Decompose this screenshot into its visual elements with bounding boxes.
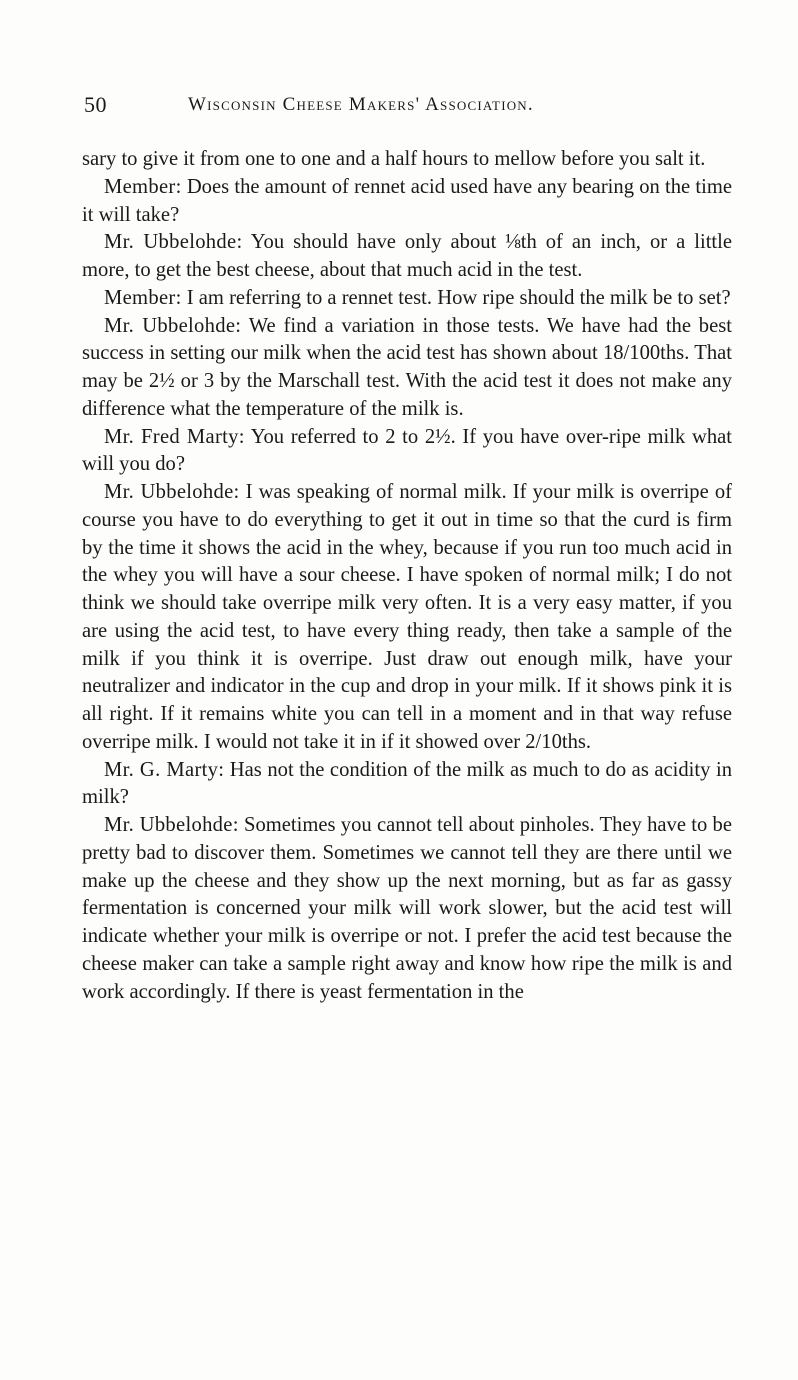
paragraph-fred-marty (82, 424, 732, 480)
paragraph-text: Does the amount of rennet acid used have any bearing on the time it will take? (82, 175, 732, 226)
page-number: 50 (84, 92, 107, 117)
paragraph-text: Sometimes you cannot tell about pinholes. They have to be pretty bad to discover them. Sometimes we cannot tell they are there until we make up the cheese and they show up the next morning, but as far as gassy fermentation is concerned your milk will work slower, but the acid test will indicate whether your milk is overripe or not. I prefer the acid test because the cheese maker can take a sample right away and know how ripe the milk is and work accordingly. If there is yeast fermentation in the (82, 814, 732, 1003)
paragraph-text: Has not the condition of the milk as much to do as acidity in milk? (82, 758, 732, 809)
speaker-name: Mr. Ubbelohde: (104, 231, 243, 254)
body-text (82, 146, 732, 1006)
paragraph-member (82, 174, 732, 230)
paragraph-text: You should have only about ⅛th of an inch, or a little more, to get the best cheese, about that much acid in the test. (82, 231, 732, 281)
page-header (84, 92, 629, 126)
paragraph-text: I am referring to a rennet test. How ripe should the milk be to set? (186, 286, 731, 309)
speaker-name: Member: (104, 286, 182, 309)
speaker-name: Member: (104, 175, 182, 198)
paragraph-g-marty (82, 757, 732, 813)
running-title: Wisconsin Cheese Makers' Association. (188, 94, 534, 115)
speaker-name: Mr. Ubbelohde: (104, 814, 239, 836)
paragraph-text: sary to give it from one to one and a half hours to mellow before you salt it. (82, 148, 706, 170)
paragraph-continued (82, 146, 732, 174)
paragraph-member (82, 285, 732, 313)
paragraph-text: We find a variation in those tests. We have had the best success in setting our milk when the acid test has shown about 18/100ths. That may be 2½ or 3 by the Marschall test. With the acid test it does not make any difference what the temperature of the milk is. (82, 314, 732, 420)
paragraph-ubbelohde (82, 313, 732, 424)
speaker-name: Mr. Fred Marty: (104, 425, 245, 448)
speaker-name: Mr. Ubbelohde: (104, 314, 242, 337)
paragraph-text: You referred to 2 to 2½. If you have over-ripe milk what will you do? (82, 425, 732, 476)
paragraph-ubbelohde (82, 812, 732, 1006)
speaker-name: Mr. Ubbelohde: (104, 481, 240, 503)
paragraph-text: I was speaking of normal milk. If your milk is overripe of course you have to do everything to get it out in time so that the curd is firm by the time it shows the acid in the whey, because if you run too much acid in the whey you will have a sour cheese. I have spoken of normal milk; I do not think we should take overripe milk very often. It is a very easy matter, if you are using the acid test, to have every thing ready, then take a sample of the milk if you think it is overripe. Just draw out enough milk, have your neutralizer and indicator in the cup and drop in your milk. If it shows pink it is all right. If it remains white you can tell in a moment and in that way refuse overripe milk. I would not take it in if it showed over 2/10ths. (82, 481, 732, 753)
paragraph-ubbelohde (82, 479, 732, 757)
speaker-name: Mr. G. Marty: (104, 758, 225, 781)
paragraph-ubbelohde (82, 229, 732, 285)
